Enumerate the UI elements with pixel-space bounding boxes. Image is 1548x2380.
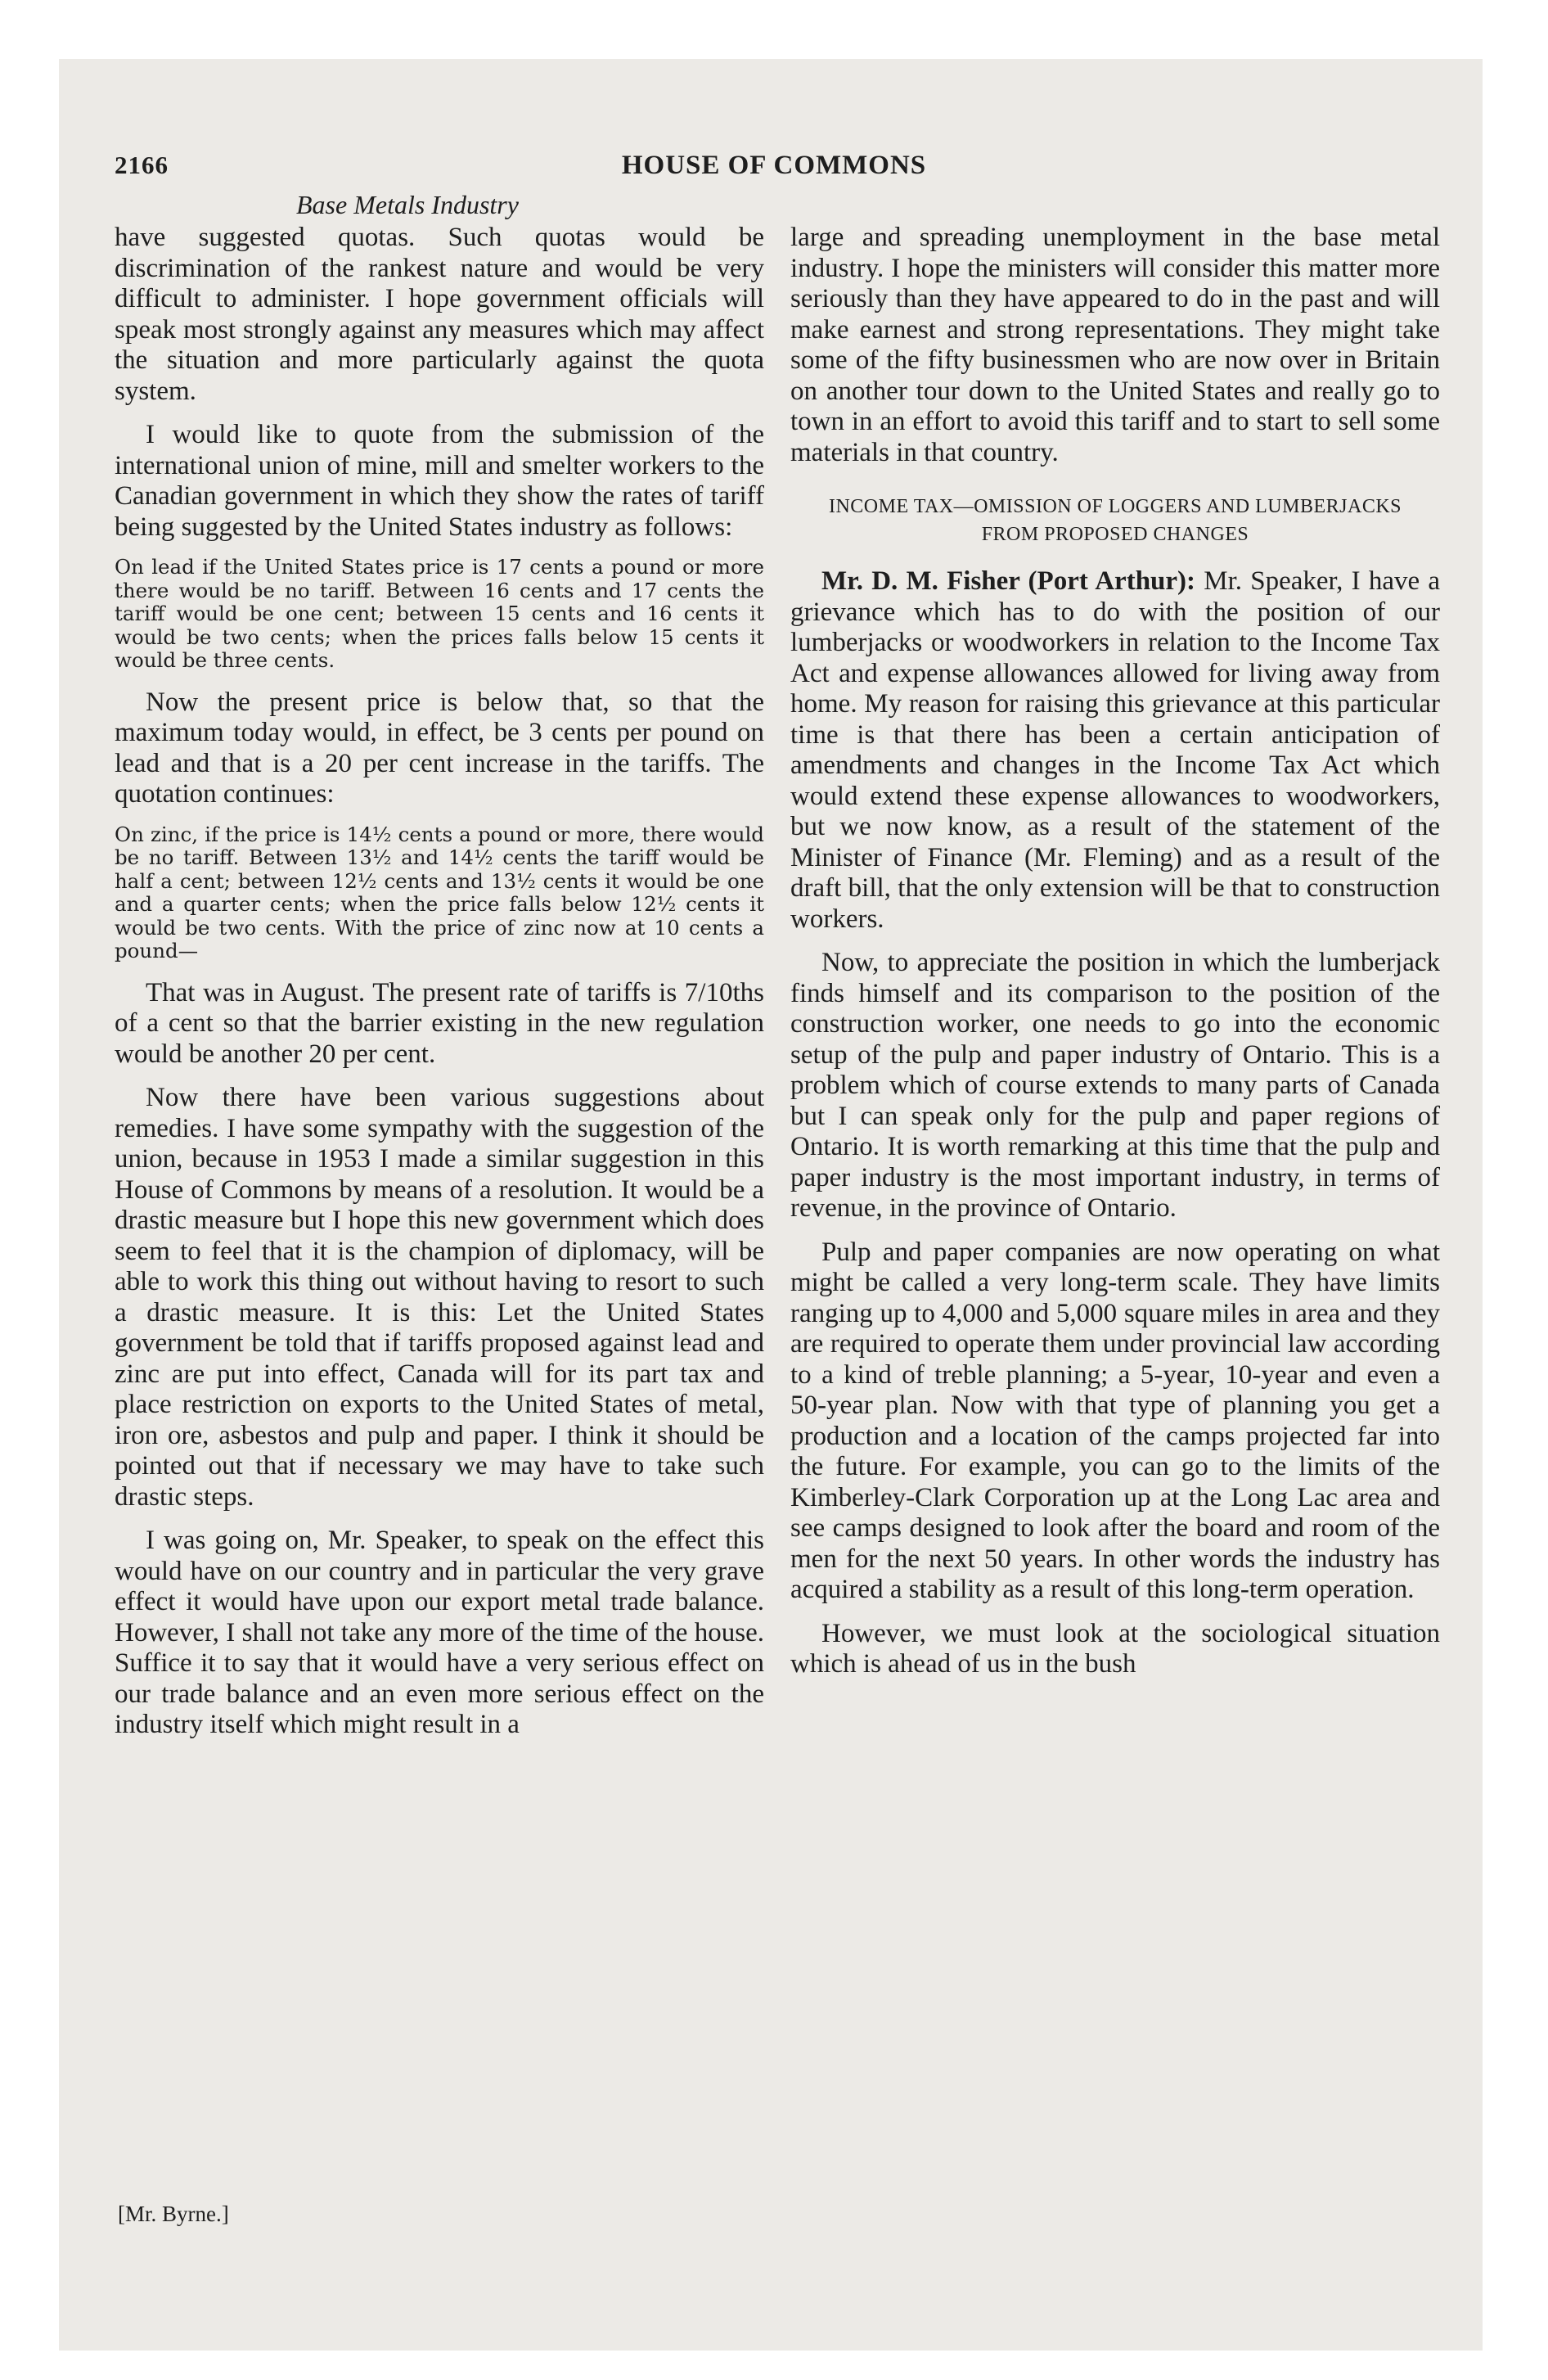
left-column bbox=[115, 223, 764, 1754]
paragraph: have suggested quotas. Such quotas would be discrimination of the rankest nature and would be very difficult to administer. I hope government officials will speak most strongly against any measures which may affect the situation and more particularly against the quota system. bbox=[115, 223, 764, 406]
paragraph: I would like to quote from the submission of the international union of mine, mill and smelter workers to the Canadian government in which they show the rates of tariff being suggested by the United States industry as follows: bbox=[115, 420, 764, 542]
paragraph: I was going on, Mr. Speaker, to speak on the effect this would have on our country and in particular the very grave effect it would have upon our export metal trade balance. However, I shall not take any more of the time of the house. Suffice it to say that it would have a very serious effect on our trade balance and an even more serious effect on the industry itself which might result in a bbox=[115, 1526, 764, 1739]
paragraph: Now, to appreciate the position in which the lumberjack finds himself and its comparison to the position of the construction worker, one needs to go into the economic setup of the pulp and paper industry of Ontario. This is a problem which of course extends to many parts of Canada but I can speak only for the pulp and paper regions of Ontario. It is worth remarking at this time that the pulp and paper industry is the most important industry, in terms of revenue, in the province of Ontario. bbox=[790, 948, 1440, 1223]
block-quote: On lead if the United States price is 17 cents a pound or more there would be no tariff. Between 16 cents and 17 cents the tariff would be one cent; between 15 cents and 16 cents it would be two cents; when the prices falls below 15 cents it would be three cents. bbox=[115, 555, 764, 672]
speech-paragraph bbox=[790, 566, 1440, 935]
paragraph: large and spreading unemployment in the base metal industry. I hope the ministers will consider this matter more seriously than they have appeared to do in the past and will make earnest and strong representations. They might take some of the fifty businessmen who are now over in Britain on another tour down to the United States and really go to town in an effort to avoid this tariff and to start to sell some materials in that country. bbox=[790, 223, 1440, 467]
section-heading: INCOME TAX—OMISSION OF LOGGERS AND LUMBERJACKS FROM PROPOSED CHANGES bbox=[828, 496, 1402, 545]
speech-text: Mr. Speaker, I have a grievance which has to do with the position of our lumberjacks or woodworkers in relation to the Income Tax Act and expense allowances allowed for living away from home. My reason for raising this grievance at this particular time is that there has been a certain anticipation of amendments and changes in the Income Tax Act which would extend these expense allowances to woodworkers, but we now know, as a result of the statement of the Minister of Finance (Mr. Fleming) and as a result of the draft bill, that the only extension will be that to construction workers. bbox=[790, 566, 1440, 934]
paragraph: Pulp and paper companies are now operating on what might be called a very long-term scale. They have limits ranging up to 4,000 and 5,000 square miles in area and they are required to operate them under provincial law according to a kind of treble planning; a 5-year, 10-year and even a 50-year plan. Now with that type of planning you get a production and a location of the camps projected far into the future. For example, you can go to the limits of the Kimberley-Clark Corporation up at the Long Lac area and see camps designed to look after the board and room of the men for the next 50 years. In other words the industry has acquired a stability as a result of this long-term operation. bbox=[790, 1237, 1440, 1604]
paragraph: Now the present price is below that, so that the maximum today would, in effect, be 3 cents per pound on lead and that is a 20 per cent increase in the tariffs. The quotation continues: bbox=[115, 687, 764, 809]
page-title: HOUSE OF COMMONS bbox=[621, 151, 927, 180]
speaker-name: Mr. D. M. Fisher (Port Arthur): bbox=[821, 566, 1196, 596]
paragraph: However, we must look at the sociological situation which is ahead of us in the bush bbox=[790, 1618, 1440, 1679]
paragraph: That was in August. The present rate of tariffs is 7/10ths of a cent so that the barrier existing in the new regulation would be another 20 per cent. bbox=[115, 977, 764, 1069]
footer-speaker-reference: [Mr. Byrne.] bbox=[118, 2202, 229, 2226]
right-column bbox=[790, 223, 1440, 1693]
paragraph: Now there have been various suggestions about remedies. I have some sympathy with the suggestion of the union, because in 1953 I made a similar suggestion in this House of Commons by means of a resolution. It would be a drastic measure but I hope this new government which does seem to feel that it is the champion of diplomacy, will be able to work this thing out without having to resort to such a drastic measure. It is this: Let the United States government be told that if tariffs proposed against lead and zinc are put into effect, Canada will for its part tax and place restriction on exports to the United States of metal, iron ore, asbestos and pulp and paper. I think it should be pointed out that if necessary we may have to take such drastic steps. bbox=[115, 1083, 764, 1512]
section-subtitle: Base Metals Industry bbox=[296, 190, 519, 219]
page-number: 2166 bbox=[115, 151, 169, 179]
block-quote: On zinc, if the price is 14½ cents a pound or more, there would be no tariff. Between 13½ and 14½ cents the tariff would be half a cent; between 12½ cents and 13½ cents it would be one and a quarter cents; when the price falls below 12½ cents it would be two cents. With the price of zinc now at 10 cents a pound— bbox=[115, 822, 764, 962]
